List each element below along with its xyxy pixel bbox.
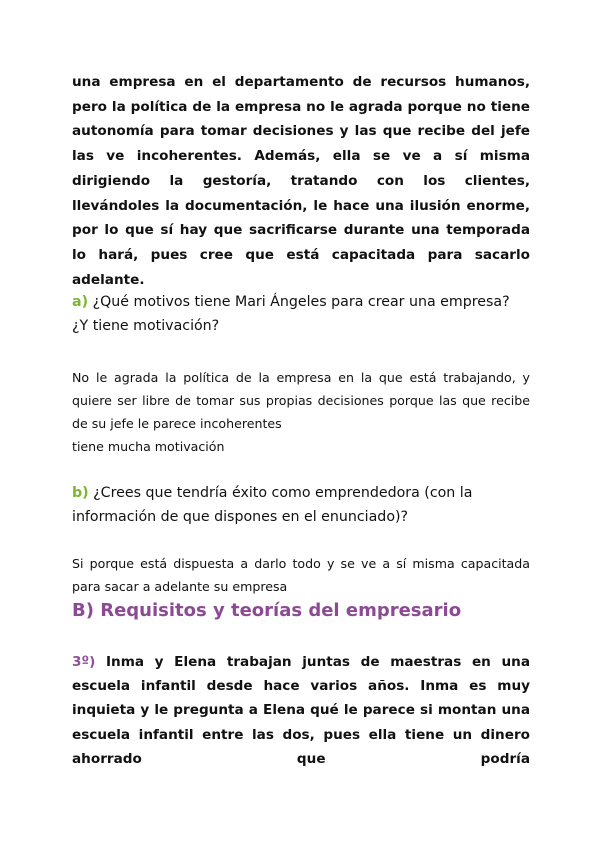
question-b-text: ¿Crees que tendría éxito como emprendedora (con la información de que dispones en el enunciado)? — [72, 485, 473, 525]
problem-3-number: 3º) — [72, 654, 96, 670]
question-b-label: b) — [72, 485, 89, 501]
question-b — [72, 481, 530, 529]
problem-3-text: Inma y Elena trabajan juntas de maestras en una escuela infantil desde hace varios años. Inma es muy inquieta y le pregunta a Elena qué le parece si montan una escuela infantil entre las dos, pues ella tiene un dinero ahorrado que podría — [72, 654, 531, 767]
problem-3-paragraph — [72, 650, 530, 771]
question-a — [72, 290, 530, 338]
answer-b: Si porque está dispuesta a darlo todo y se ve a sí misma capacitada para sacar a adelante su empresa — [72, 556, 530, 594]
question-a-label: a) — [72, 294, 89, 310]
answer-a-line-1: No le agrada la política de la empresa en la que está trabajando, y quiere ser libre de tomar sus propias decisiones porque las que recibe de su jefe le parece incoherentes — [72, 370, 530, 431]
question-a-text: ¿Qué motivos tiene Mari Ángeles para crear una empresa? ¿Y tiene motivación? — [72, 294, 510, 334]
intro-paragraph: una empresa en el departamento de recursos humanos, pero la política de la empresa no le agrada porque no tiene autonomía para tomar decisiones y las que recibe del jefe las ve incoherentes. Además, ella se ve a sí misma dirigiendo la gestoría, tratando con los clientes, llevándoles la documentación, le hace una ilusión enorme, por lo que sí hay que sacrificarse durante una temporada lo hará, pues cree que está capacitada para sacarlo adelante. — [72, 74, 530, 288]
answer-a-line-2: tiene mucha motivación — [72, 439, 225, 454]
section-heading: B) Requisitos y teorías del empresario — [72, 600, 462, 621]
answer-a — [72, 366, 530, 458]
